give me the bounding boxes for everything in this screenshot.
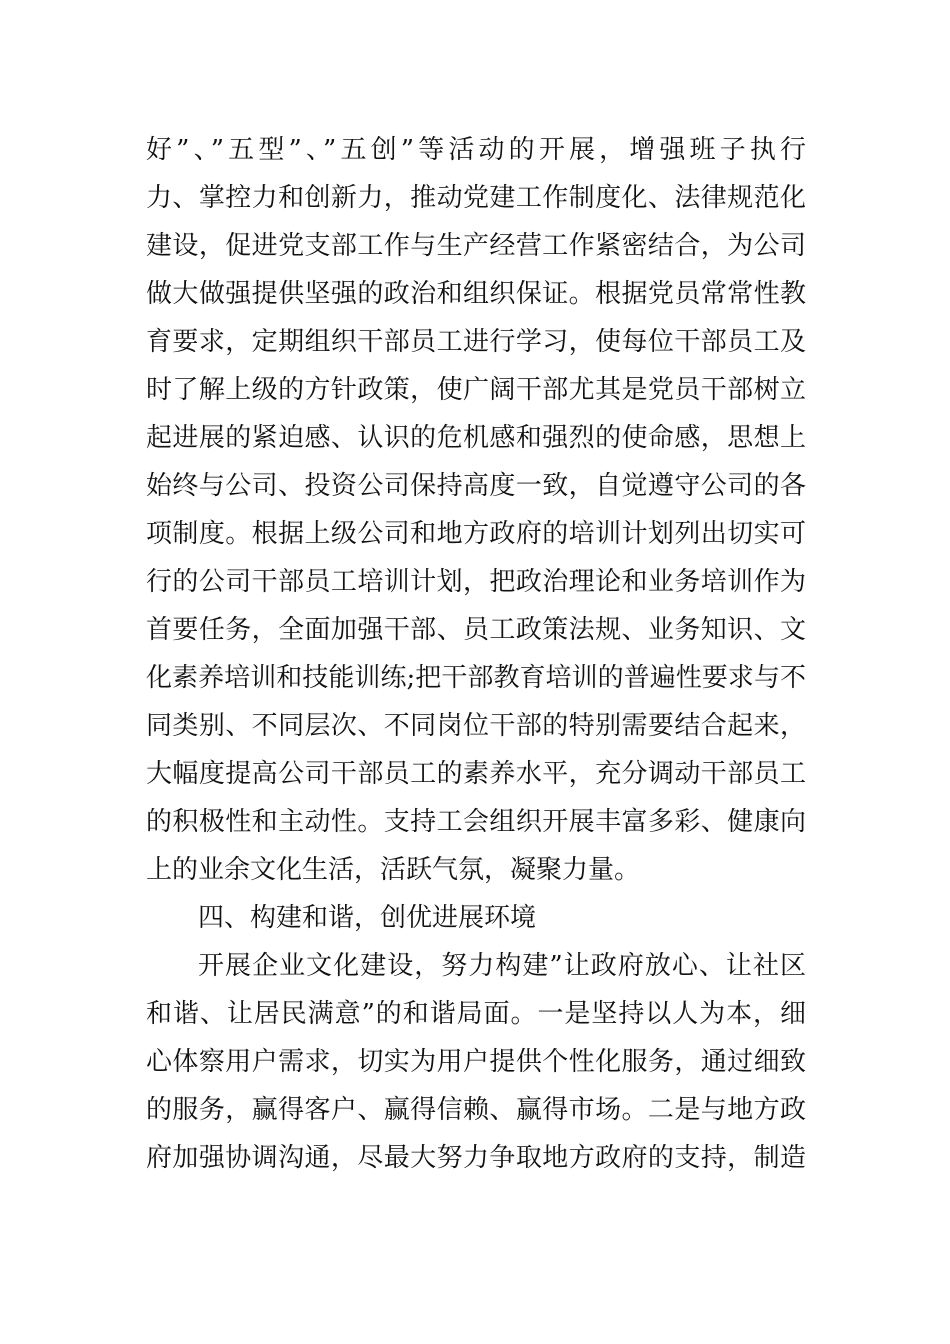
body-text-line: 始终与公司、投资公司保持高度一致，自觉遵守公司的各: [146, 471, 806, 501]
body-text-line: 育要求，定期组织干部员工进行学习，使每位干部员工及: [146, 327, 806, 357]
body-text-line: 力、掌控力和创新力，推动党建工作制度化、法律规范化: [146, 183, 806, 213]
body-text-line: 起进展的紧迫感、认识的危机感和强烈的使命感，思想上: [146, 423, 806, 453]
body-text-line: 开展企业文化建设，努力构建”让政府放心、让社区: [198, 951, 806, 981]
body-text-line: 府加强协调沟通，尽最大努力争取地方政府的支持，制造: [146, 1143, 806, 1173]
body-text-line: 的服务，赢得客户、赢得信赖、赢得市场。二是与地方政: [146, 1095, 806, 1125]
body-text-line: 大幅度提高公司干部员工的素养水平，充分调动干部员工: [146, 759, 806, 789]
body-text-line: 化素养培训和技能训练;把干部教育培训的普遍性要求与不: [146, 663, 806, 693]
body-text-line: 项制度。根据上级公司和地方政府的培训计划列出切实可: [146, 519, 806, 549]
body-text-line: 建设，促进党支部工作与生产经营工作紧密结合，为公司: [146, 231, 806, 261]
body-text-line: 心体察用户需求，切实为用户提供个性化服务，通过细致: [146, 1047, 806, 1077]
body-text-line: 时了解上级的方针政策，使广阔干部尤其是党员干部树立: [146, 375, 806, 405]
body-text-line: 的积极性和主动性。支持工会组织开展丰富多彩、健康向: [146, 807, 806, 837]
section-heading: 四、构建和谐，创优进展环境: [198, 903, 537, 933]
body-text-line: 首要任务，全面加强干部、员工政策法规、业务知识、文: [146, 615, 806, 645]
body-text-line: 好”、”五型”、”五创”等活动的开展，增强班子执行: [146, 135, 806, 165]
body-text-line: 上的业余文化生活，活跃气氛，凝聚力量。: [146, 855, 641, 885]
body-text-line: 行的公司干部员工培训计划，把政治理论和业务培训作为: [146, 567, 806, 597]
body-text-line: 做大做强提供坚强的政治和组织保证。根据党员常常性教: [146, 279, 806, 309]
body-text-line: 同类别、不同层次、不同岗位干部的特别需要结合起来，: [146, 711, 806, 741]
body-text-line: 和谐、让居民满意”的和谐局面。一是坚持以人为本，细: [146, 999, 806, 1029]
